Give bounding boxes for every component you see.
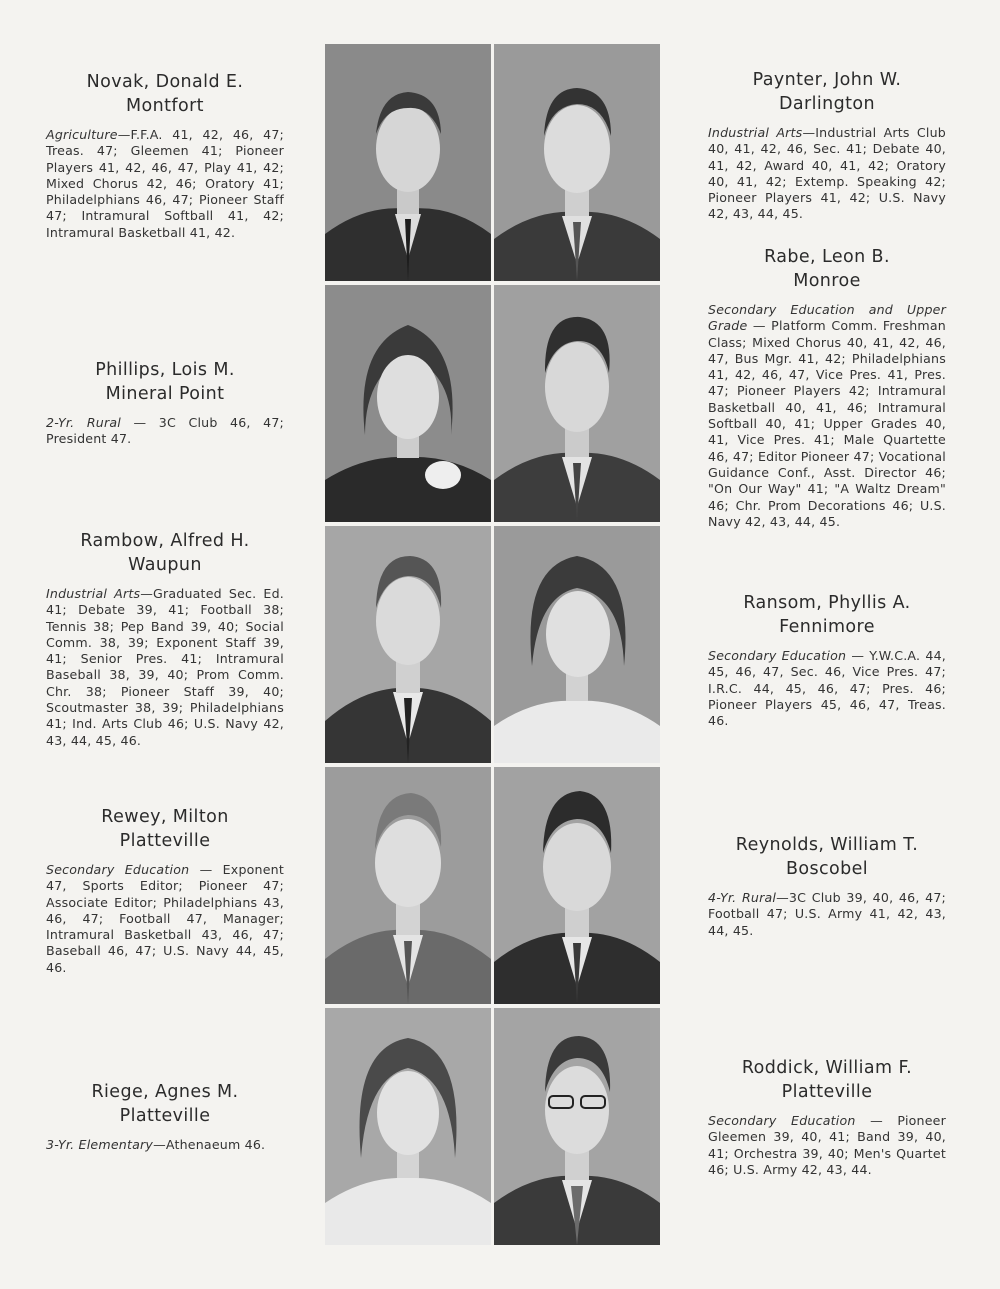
- student-name: Reynolds, William T.: [735, 835, 919, 855]
- activities: — Exponent 47, Sports Editor; Pioneer 47; Associate Editor; Philadelphians 43, 46, 47; Football 47, Manager; Intramural Basketball 43, 46, 47; Baseball 46, 47; U.S. Navy 44, 45, 46.: [46, 862, 284, 975]
- entry-ransom: [708, 591, 946, 729]
- activities-text: [46, 586, 284, 749]
- portrait-photo-ransom: [494, 526, 660, 763]
- department: Secondary Education: [708, 1113, 856, 1128]
- activities-text: [708, 125, 946, 223]
- activities: —Athenaeum 46.: [153, 1137, 266, 1152]
- entry-roddick: [708, 1056, 946, 1178]
- activities: —3C Club 39, 40, 46, 47; Football 47; U.S. Army 41, 42, 43, 44, 45.: [708, 890, 947, 938]
- department: Secondary Education and Upper Grade: [708, 302, 946, 334]
- activities-text: [708, 302, 946, 530]
- entry-rabe: [708, 245, 946, 530]
- entry-novak: [46, 70, 284, 241]
- portrait-photo-paynter: [494, 44, 660, 281]
- department: Secondary Education: [708, 648, 847, 663]
- portrait-photo-phillips: [325, 285, 491, 522]
- hometown: Monroe: [793, 271, 861, 291]
- portrait-photo-rambow: [325, 526, 491, 763]
- department: Industrial Arts: [708, 125, 803, 140]
- department: 3-Yr. Elementary: [46, 1137, 154, 1152]
- student-name: Roddick, William F.: [741, 1058, 913, 1078]
- portrait-photo-riege: [325, 1008, 491, 1245]
- hometown: Montfort: [126, 96, 204, 116]
- activities: — Pioneer Gleemen 39, 40, 41; Band 39, 40, 41; Orchestra 39, 40; Men's Quartet 46; U.S. Army 42, 43, 44.: [708, 1113, 947, 1177]
- activities-text: [46, 862, 284, 976]
- entry-riege: [46, 1080, 284, 1153]
- entry-paynter: [708, 68, 946, 223]
- portrait-photo-novak: [325, 44, 491, 281]
- department: 2-Yr. Rural: [46, 415, 121, 430]
- activities-text: [708, 648, 946, 729]
- activities: —F.F.A. 41, 42, 46, 47; Treas. 47; Gleemen 41; Pioneer Players 41, 42, 46, 47, Play 41, 42; Mixed Chorus 42, 46; Oratory 41; Philadelphians 46, 47; Pioneer Staff 47; Intramural Softball 41, 42; Intramural Basketball 41, 42.: [46, 127, 284, 240]
- activities-text: [708, 1113, 946, 1178]
- student-name: Novak, Donald E.: [86, 72, 244, 92]
- entry-phillips: [46, 358, 284, 448]
- portrait-photo-roddick: [494, 1008, 660, 1245]
- department: Industrial Arts: [46, 586, 141, 601]
- hometown: Mineral Point: [105, 384, 225, 404]
- hometown: Platteville: [781, 1082, 873, 1102]
- department: 4-Yr. Rural: [708, 890, 777, 905]
- hometown: Boscobel: [785, 859, 869, 879]
- student-name: Riege, Agnes M.: [91, 1082, 239, 1102]
- department: Secondary Education: [46, 862, 190, 877]
- activities: —Industrial Arts Club 40, 41, 42, 46, Sec. 41; Debate 40, 41, 42, Award 40, 41, 42; Oratory 40, 41, 42; Extemp. Speaking 42; Pioneer Players 41, 42; U.S. Navy 42, 43, 44, 45.: [708, 125, 946, 222]
- activities: — 3C Club 46, 47; President 47.: [46, 415, 284, 447]
- entry-reynolds: [708, 833, 946, 939]
- activities: — Y.W.C.A. 44, 45, 46, 47, Sec. 46, Vice Pres. 47; I.R.C. 44, 45, 46, 47; Pres. 46; Pioneer Players 45, 46, 47, Treas. 46.: [708, 648, 946, 729]
- entry-rewey: [46, 805, 284, 976]
- hometown: Platteville: [119, 831, 211, 851]
- activities-text: [46, 1137, 284, 1153]
- activities-text: [708, 890, 946, 939]
- portrait-photo-reynolds: [494, 767, 660, 1004]
- entry-rambow: [46, 529, 284, 749]
- student-name: Phillips, Lois M.: [95, 360, 235, 380]
- hometown: Darlington: [779, 94, 875, 114]
- student-name: Rabe, Leon B.: [764, 247, 890, 267]
- student-name: Ransom, Phyllis A.: [743, 593, 911, 613]
- activities: —Graduated Sec. Ed. 41; Debate 39, 41; Football 38; Tennis 38; Pep Band 39, 40; Social Comm. 38, 39; Exponent Staff 39, 41; Senior Pres. 41; Intramural Baseball 38, 39, 40; Prom Comm. Chr. 38; Pioneer Staff 39, 40; Scoutmaster 38, 39; Philadelphians 41; Ind. Arts Club 46; U.S. Navy 42, 43, 44, 45, 46.: [46, 586, 284, 748]
- student-name: Paynter, John W.: [752, 70, 902, 90]
- student-name: Rewey, Milton: [101, 807, 229, 827]
- activities-text: [46, 415, 284, 448]
- department: Agriculture: [46, 127, 118, 142]
- portrait-photo-rabe: [494, 285, 660, 522]
- hometown: Platteville: [119, 1106, 211, 1126]
- activities: — Platform Comm. Freshman Class; Mixed Chorus 40, 41, 42, 46, 47, Bus Mgr. 41, 42; Philadelphians 41, 42, 46, 47, Vice Pres. 41, Pres. 47; Pioneer Players 42; Intramural Basketball 40, 41, 46; Intramural Softball 40, 41; Upper Grades 40, 41, Vice Pres. 41; Male Quartette 46, 47; Editor Pioneer 47; Vocational Guidance Conf., Asst. Director 46; "On Our Way" 41; "A Waltz Dream" 46; Chr. Prom Decorations 46; U.S. Navy 42, 43, 44, 45.: [708, 318, 946, 529]
- hometown: Fennimore: [779, 617, 875, 637]
- student-name: Rambow, Alfred H.: [80, 531, 250, 551]
- activities-text: [46, 127, 284, 241]
- hometown: Waupun: [128, 555, 202, 575]
- portrait-photo-rewey: [325, 767, 491, 1004]
